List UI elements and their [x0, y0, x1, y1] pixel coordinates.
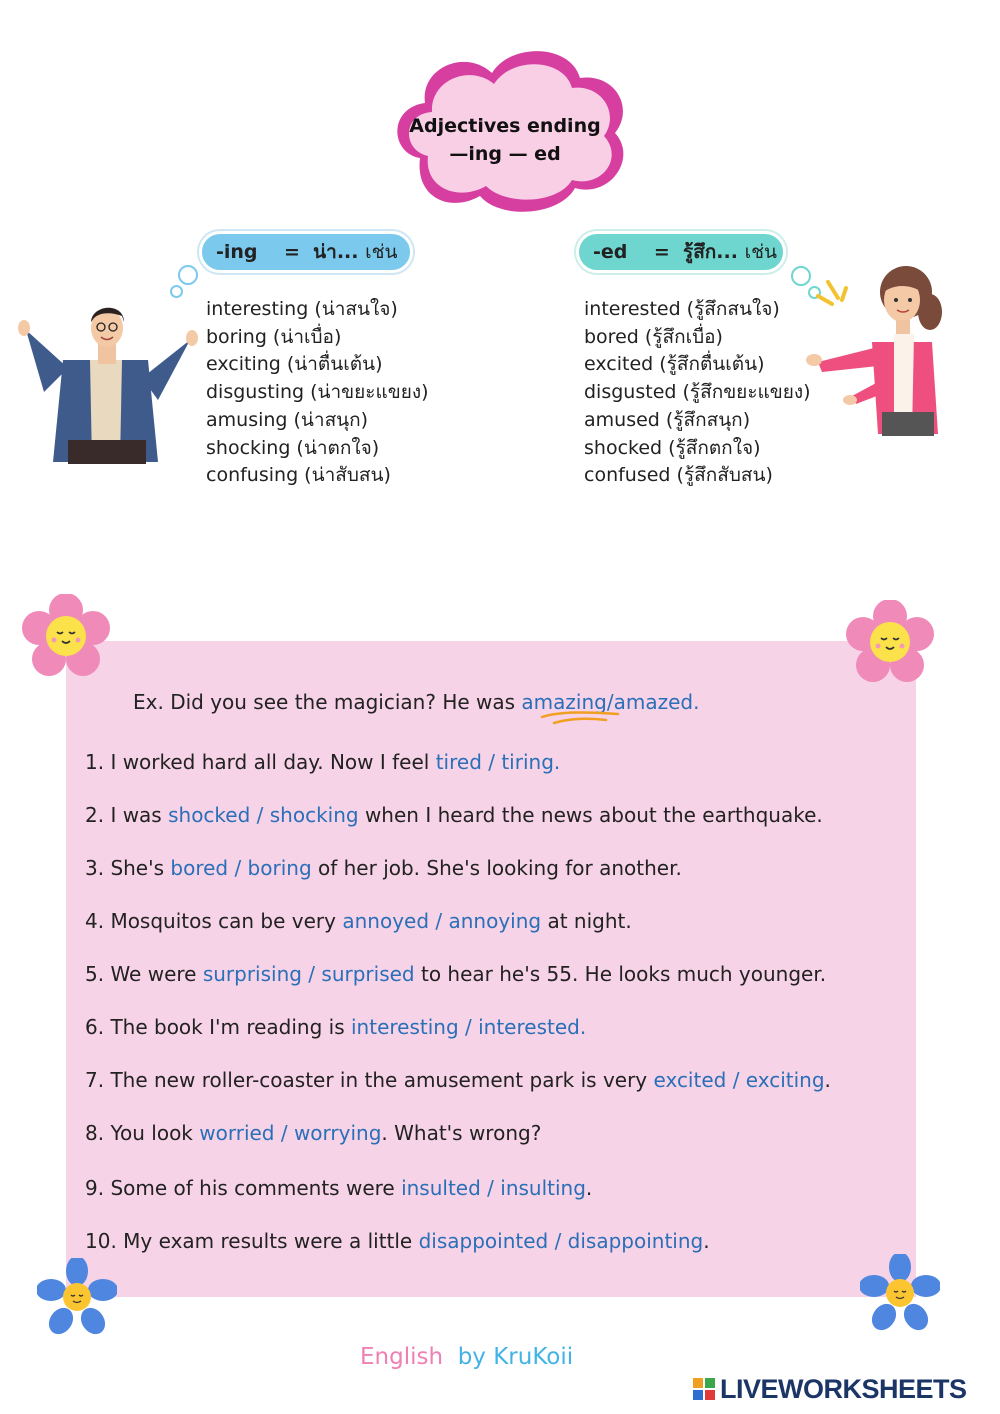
- teacher-man-illustration: [8, 300, 203, 465]
- credit-author: KruKoii: [493, 1344, 574, 1370]
- title-line-1: Adjectives ending: [409, 115, 601, 137]
- ed-word: excited (รู้สึกตื่นเต้น): [584, 353, 765, 376]
- ed-word: confused (รู้สึกสับสน): [584, 464, 773, 487]
- answer-options[interactable]: interesting / interested.: [351, 1015, 587, 1039]
- ing-bubble-tail-dot: [178, 265, 198, 285]
- example-sentence: Ex. Did you see the magician? He was amazing/amazed.: [133, 690, 700, 714]
- ed-word: disgusted (รู้สึกขยะแขยง): [584, 381, 811, 404]
- question-3: 3. She's bored / boring of her job. She's looking for another.: [85, 856, 682, 880]
- ed-such-as: เช่น: [744, 241, 777, 263]
- question-7: 7. The new roller-coaster in the amusement park is very excited / exciting.: [85, 1068, 831, 1092]
- ing-bubble-tail-dot-small: [170, 285, 183, 298]
- ing-word: exciting (น่าตื่นเต้น): [206, 353, 383, 376]
- question-5: 5. We were surprising / surprised to hear he's 55. He looks much younger.: [85, 962, 827, 986]
- ed-word: amused (รู้สึกสนุก): [584, 408, 751, 431]
- pink-flower-icon: [22, 594, 110, 678]
- answer-options[interactable]: shocked / shocking: [168, 803, 359, 827]
- ing-suffix: -ing: [216, 241, 258, 263]
- title-line-2: —ing — ed: [449, 143, 561, 165]
- ed-word: interested (รู้สึกสนใจ): [584, 298, 780, 320]
- ing-rule-bubble: [199, 231, 413, 273]
- question-1: 1. I worked hard all day. Now I feel tired / tiring.: [85, 750, 561, 774]
- answer-options[interactable]: surprising / surprised: [202, 962, 415, 986]
- answer-options[interactable]: annoyed / annoying: [342, 909, 542, 933]
- liveworksheets-brand: LIVEWORKSHEETS: [720, 1374, 967, 1404]
- ing-adjective-list: [206, 296, 429, 490]
- ed-equals: =: [653, 241, 670, 263]
- ing-such-as: เช่น: [365, 241, 398, 263]
- answer-options[interactable]: worried / worrying: [199, 1121, 382, 1145]
- ing-meaning: น่า...: [313, 241, 359, 263]
- credit-by: by: [457, 1344, 486, 1370]
- blue-flower-icon: [860, 1254, 940, 1334]
- credit-english: English: [360, 1344, 444, 1370]
- answer-options[interactable]: tired / tiring.: [435, 750, 561, 774]
- ing-word: shocking (น่าตกใจ): [206, 436, 380, 459]
- ed-meaning: รู้สึก...: [683, 241, 738, 263]
- ing-equals: =: [284, 241, 300, 263]
- ed-word: bored (รู้สึกเบื่อ): [584, 325, 723, 348]
- ing-word: amusing (น่าสนุก): [206, 408, 369, 431]
- ing-word: interesting (น่าสนใจ): [206, 298, 398, 320]
- pink-flower-icon: [846, 600, 934, 684]
- question-4: 4. Mosquitos can be very annoyed / annoying at night.: [85, 909, 632, 933]
- example-options: amazing/amazed.: [521, 690, 700, 714]
- ing-word: boring (น่าเบื่อ): [206, 325, 342, 348]
- worksheet-title: [380, 112, 630, 168]
- ing-word: disgusting (น่าขยะแขยง): [206, 381, 429, 404]
- ed-rule-bubble: [576, 231, 786, 273]
- ing-word: confusing (น่าสับสน): [206, 464, 391, 487]
- liveworksheets-logo-icon: [693, 1378, 715, 1400]
- question-6: 6. The book I'm reading is interesting / interested.: [85, 1015, 587, 1039]
- teacher-woman-illustration: [798, 262, 948, 437]
- blue-flower-icon: [37, 1258, 117, 1338]
- question-10: 10. My exam results were a little disappointed / disappointing.: [85, 1229, 710, 1253]
- ed-suffix: -ed: [593, 241, 628, 263]
- ed-adjective-list: [584, 296, 811, 490]
- answer-options[interactable]: disappointed / disappointing: [418, 1229, 704, 1253]
- answer-options[interactable]: excited / exciting: [653, 1068, 825, 1092]
- question-2: 2. I was shocked / shocking when I heard the news about the earthquake.: [85, 803, 823, 827]
- answer-options[interactable]: bored / boring: [170, 856, 312, 880]
- answer-options[interactable]: insulted / insulting: [401, 1176, 586, 1200]
- question-9: 9. Some of his comments were insulted / insulting.: [85, 1176, 593, 1200]
- question-8: 8. You look worried / worrying. What's wrong?: [85, 1121, 542, 1145]
- example-answer-underline: [540, 711, 622, 725]
- author-credit: [360, 1344, 573, 1370]
- ed-word: shocked (รู้สึกตกใจ): [584, 436, 761, 459]
